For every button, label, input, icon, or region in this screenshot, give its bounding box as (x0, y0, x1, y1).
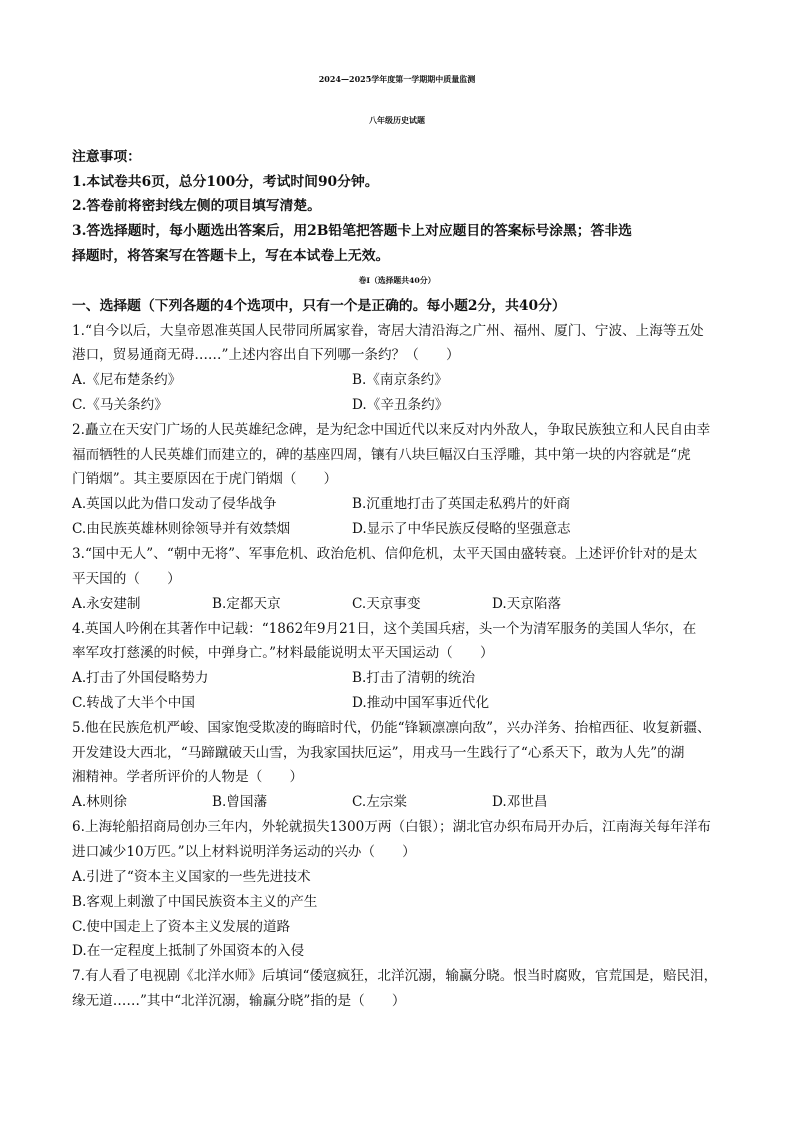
question-6-option-c: C.使中国走上了资本主义发展的道路 (72, 919, 291, 935)
question-6-text: 6.上海轮船招商局创办三年内，外轮就损失1300万两（白银）；湖北官办织布局开办后，江南海关每年洋布 (72, 819, 711, 835)
question-3-option-b: B.定都天京 (212, 596, 281, 612)
notice-item: 择题时，将答案写在答题卡上，写在本试卷上无效。 (72, 248, 390, 264)
question-7-text: 7.有人看了电视剧《北洋水师》后填词“倭寇疯狂，北洋沉溺，输赢分晓。恨当时腐败，官荒国是，赔民泪， (72, 968, 718, 984)
question-3-text: 3.“国中无人”、“朝中无将”、军事危机、政治危机、信仰危机，太平天国由盛转衰。上述评价针对的是太 (72, 546, 698, 562)
question-1-option-b: B.《南京条约》 (352, 372, 448, 388)
question-2-text: 2.矗立在天安门广场的人民英雄纪念碑，是为纪念中国近代以来反对内外敌人，争取民族独立和人民自由幸 (72, 422, 711, 438)
notice-heading: 注意事项： (72, 149, 141, 165)
question-5-option-b: B.曾国藩 (212, 794, 268, 810)
question-4-option-c: C.转战了大半个中国 (72, 695, 195, 711)
question-1-option-a: A.《尼布楚条约》 (72, 372, 182, 388)
question-5-text: 开发建设大西北，“马蹄蹴破天山雪，为我家国扶厄运”，用戎马一生践行了“心系天下，敢为人先”的湖 (72, 745, 685, 761)
question-5-option-c: C.左宗棠 (352, 794, 408, 810)
question-5-option-d: D.邓世昌 (492, 794, 548, 810)
question-5-option-a: A.林则徐 (72, 794, 127, 810)
question-1-option-d: D.《辛丑条约》 (352, 397, 449, 413)
question-2-option-b: B.沉重地打击了英国走私鸦片的奸商 (352, 496, 571, 512)
question-3-option-a: A.永安建制 (72, 596, 141, 612)
volume-heading: 卷Ⅰ（选择题共40分） (358, 276, 436, 285)
notice-item: 1.本试卷共6页，总分100分，考试时间90分钟。 (72, 174, 379, 190)
question-1-option-c: C.《马关条约》 (72, 397, 168, 413)
question-6-option-b: B.客观上刺激了中国民族资本主义的产生 (72, 894, 318, 910)
question-1-text: 1.“自今以后，大皇帝恩准英国人民带同所属家眷，寄居大清沿海之广州、福州、厦门、宁波、上海等五处 (72, 323, 704, 339)
question-2-option-c: C.由民族英雄林则徐领导并有效禁烟 (72, 521, 291, 537)
exam-subtitle: 八年级历史试题 (369, 115, 425, 125)
question-6-text: 进口减少10万匹。”以上材料说明洋务运动的兴办（ ） (72, 844, 416, 860)
question-4-option-b: B.打击了清朝的统治 (352, 670, 476, 686)
question-7-text: 缘无道……”其中“北洋沉溺，输赢分晓”指的是（ ） (72, 993, 406, 1009)
question-3-option-c: C.天京事变 (352, 596, 421, 612)
question-3-option-d: D.天京陷落 (492, 596, 562, 612)
exam-title: 2024—2025学年度第一学期期中质量监测 (318, 74, 476, 84)
question-4-text: 4.英国人吟俐在其著作中记载：“1862年9月21日，这个美国兵痞，头一个为清军服务的美国人华尔，在 (72, 621, 697, 637)
question-2-text: 门销烟”。其主要原因在于虎门销烟（ ） (72, 471, 338, 487)
question-5-text: 湘精神。学者所评价的人物是（ ） (72, 769, 304, 785)
question-3-text: 平天国的（ ） (72, 571, 181, 587)
question-2-text: 福而牺牲的人民英雄们而建立的，碑的基座四周，镶有八块巨幅汉白玉浮雕，其中第一块的内容就是“虎 (72, 447, 691, 463)
part-title: 一、选择题（下列各题的4个选项中，只有一个是正确的。每小题2分，共40分） (72, 298, 566, 314)
notice-item: 3.答选择题时，每小题选出答案后，用2B铅笔把答题卡上对应题目的答案标号涂黑；答非选 (72, 223, 632, 239)
question-1-text: 港口，贸易通商无碍……”上述内容出自下列哪一条约？（ ） (72, 347, 460, 363)
question-6-option-d: D.在一定程度上抵制了外国资本的入侵 (72, 943, 305, 959)
question-2-option-a: A.英国以此为借口发动了侵华战争 (72, 496, 277, 512)
question-2-option-d: D.显示了中华民族反侵略的坚强意志 (352, 521, 571, 537)
question-4-option-a: A.打击了外国侵略势力 (72, 670, 209, 686)
question-6-option-a: A.引进了“资本主义国家的一些先进技术 (72, 869, 311, 885)
question-4-option-d: D.推动中国军事近代化 (352, 695, 490, 711)
notice-item: 2.答卷前将密封线左侧的项目填写清楚。 (72, 198, 321, 214)
question-4-text: 率军攻打慈溪的时候，中弹身亡。”材料最能说明太平天国运动（ ） (72, 645, 494, 661)
question-5-text: 5.他在民族危机严峻、国家饱受欺凌的晦暗时代，仍能“锋颖凛凛向敌”，兴办洋务、抬棺西征、收复新疆、 (72, 720, 711, 736)
